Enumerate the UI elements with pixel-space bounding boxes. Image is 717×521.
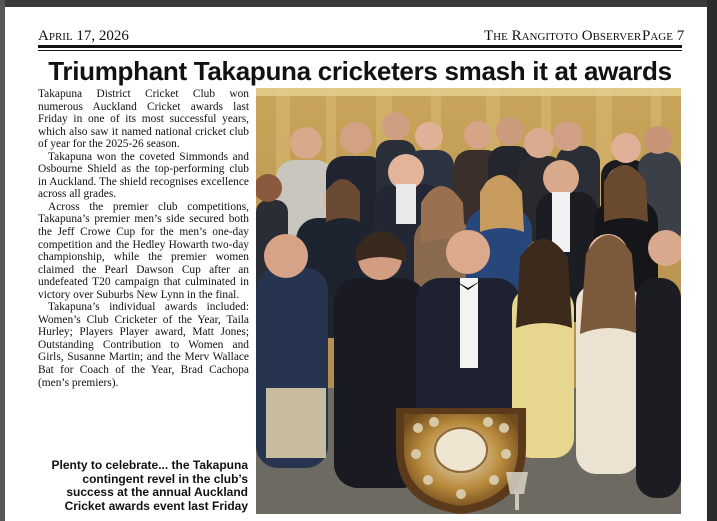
article-paragraph: Takapuna won the coveted Simmonds and Osbourne Shield as the top-performing club in Auckland. The shield recognises excellence across all grades. [38,150,249,201]
article-headline: Triumphant Takapuna cricketers smash it at awards [48,56,672,86]
team-photo [256,88,681,514]
viewer-left-edge [0,0,5,521]
paper-name: The Rangitoto Observer [484,28,642,44]
viewer-right-edge [707,0,717,521]
photo-caption: Plenty to celebrate... the Takapuna contingent revel in the club’s success at the annual Auckland Cricket awards event last Friday [51,458,248,513]
page-number: Page 7 [642,28,685,44]
team-photo-illustration [256,88,681,514]
article-paragraph: Takapuna District Cricket Club won numerous Auckland Cricket awards last Friday in one of its most successful years, which also saw it named national cricket club of year for the 2025-26 season. [38,88,249,151]
article-body [38,88,249,389]
article-paragraph: Takapuna’s individual awards included: Women’s Club Cricketer of the Year, Taila Hurley; Players Player award, Matt Jones; Outstanding Contribution to Women and Girls, Susanne Martin; and the Merv Wallace Bat for Coach of the Year, Brad Cachopa (men’s premiers). [38,301,249,389]
viewer-top-edge [0,0,717,7]
article-paragraph: Across the premier club competitions, Takapuna’s premier men’s side secured both the Jeff Crowe Cup for the men’s one-day competition and the Hedley Howarth two-day championship, while the premier women claimed the Pearl Dawson Cup after an undefeated T20 campaign that culminated in victory over Suburbs New Lynn in the final. [38,200,249,301]
header-rule [38,45,682,48]
header-rule-thin [38,50,682,51]
issue-date: April 17, 2026 [38,28,129,44]
